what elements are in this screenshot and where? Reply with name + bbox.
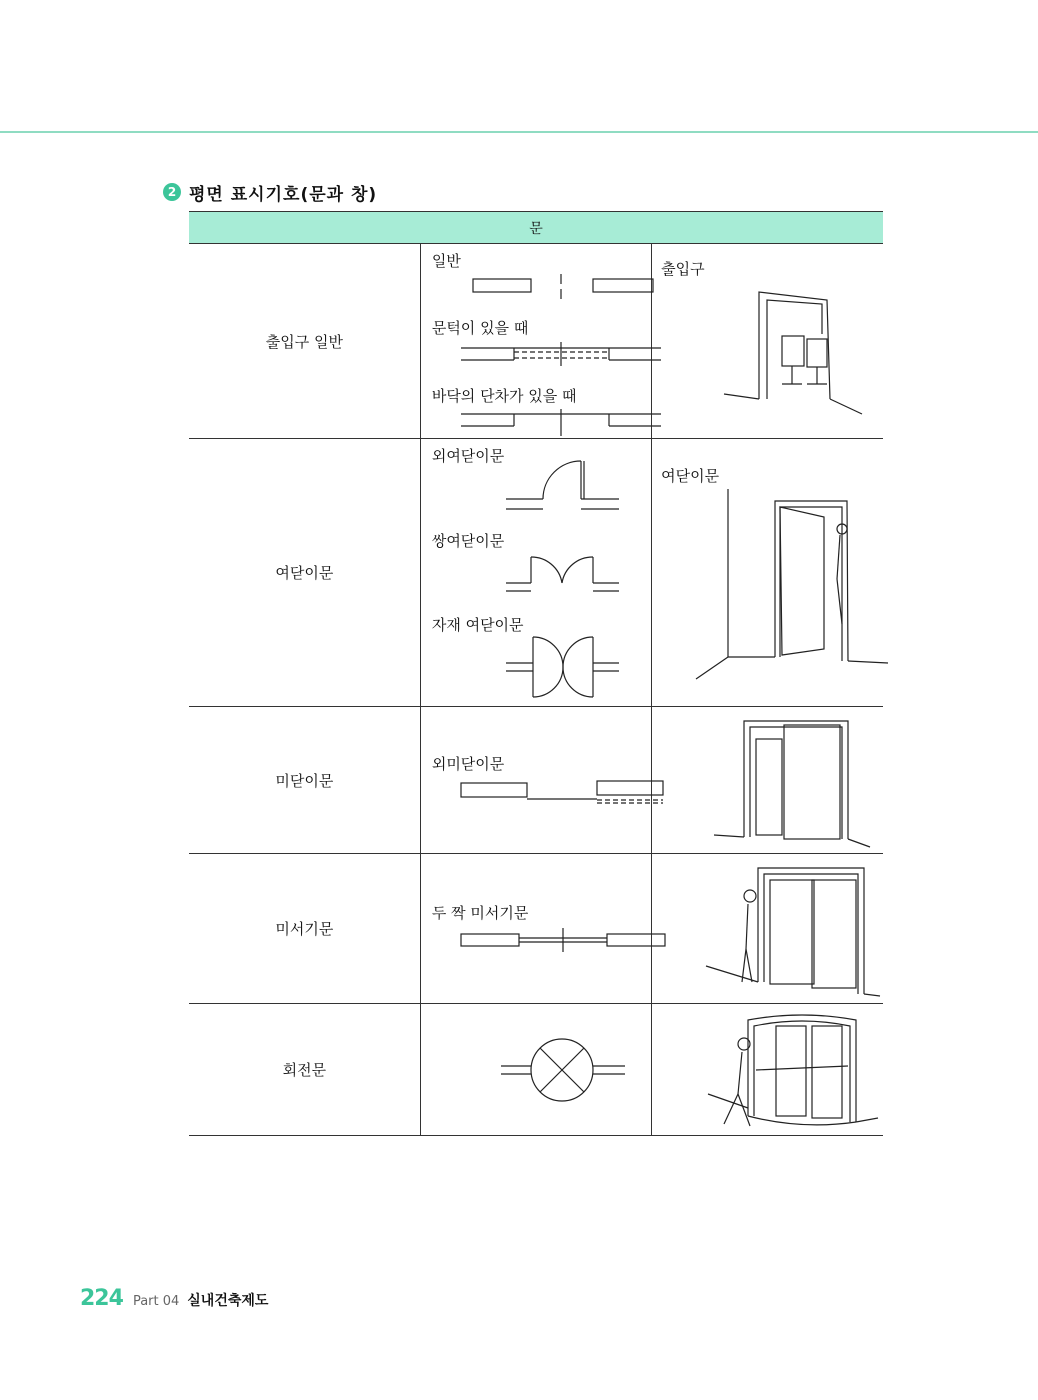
door-symbol-table bbox=[189, 211, 883, 1136]
entrance-illustration bbox=[652, 244, 934, 439]
sliding-door-illustration bbox=[652, 707, 934, 854]
picture-label: 여닫이문 bbox=[661, 467, 720, 485]
symbol-label: 두 짝 미서기문 bbox=[431, 904, 529, 922]
table-row bbox=[189, 439, 883, 707]
symbol-cell bbox=[420, 244, 651, 439]
picture-cell bbox=[652, 1004, 883, 1136]
section-number-badge: 2 bbox=[163, 183, 181, 201]
symbol-label: 일반 bbox=[431, 252, 461, 270]
page-footer bbox=[80, 1286, 268, 1311]
picture-cell bbox=[652, 439, 883, 707]
section-title bbox=[163, 180, 377, 204]
category-cell: 미닫이문 bbox=[189, 707, 420, 854]
symbol-label: 자재 여닫이문 bbox=[431, 616, 524, 634]
symbol-cell bbox=[420, 707, 651, 854]
revolving-door-illustration bbox=[652, 1004, 934, 1136]
symbol-label: 바닥의 단차가 있을 때 bbox=[431, 387, 577, 405]
picture-cell bbox=[652, 244, 883, 439]
picture-cell bbox=[652, 707, 883, 854]
table-row bbox=[189, 244, 883, 439]
symbol-cell bbox=[420, 439, 651, 707]
category-cell: 여닫이문 bbox=[189, 439, 420, 707]
table-row bbox=[189, 854, 883, 1004]
category-cell: 미서기문 bbox=[189, 854, 420, 1004]
symbol-label: 쌍여닫이문 bbox=[431, 532, 505, 550]
category-cell: 회전문 bbox=[189, 1004, 420, 1136]
part-label: Part 04 bbox=[132, 1294, 180, 1309]
symbol-label: 외미닫이문 bbox=[431, 755, 505, 773]
table-header: 문 bbox=[189, 212, 883, 244]
page-number: 224 bbox=[80, 1286, 123, 1311]
swing-door-illustration bbox=[652, 439, 934, 707]
symbol-cell bbox=[420, 1004, 651, 1136]
section-title-text: 평면 표시기호(문과 창) bbox=[189, 184, 378, 205]
category-cell: 출입구 일반 bbox=[189, 244, 420, 439]
symbol-label: 외여닫이문 bbox=[431, 447, 505, 465]
table-row bbox=[189, 1004, 883, 1136]
symbol-cell bbox=[420, 854, 651, 1004]
picture-label: 출입구 bbox=[661, 260, 705, 278]
double-sliding-illustration bbox=[652, 854, 934, 1004]
top-rule bbox=[0, 131, 1038, 133]
picture-cell bbox=[652, 854, 883, 1004]
table-row bbox=[189, 707, 883, 854]
book-title: 실내건축제도 bbox=[187, 1293, 269, 1309]
symbol-label: 문턱이 있을 때 bbox=[431, 319, 529, 337]
